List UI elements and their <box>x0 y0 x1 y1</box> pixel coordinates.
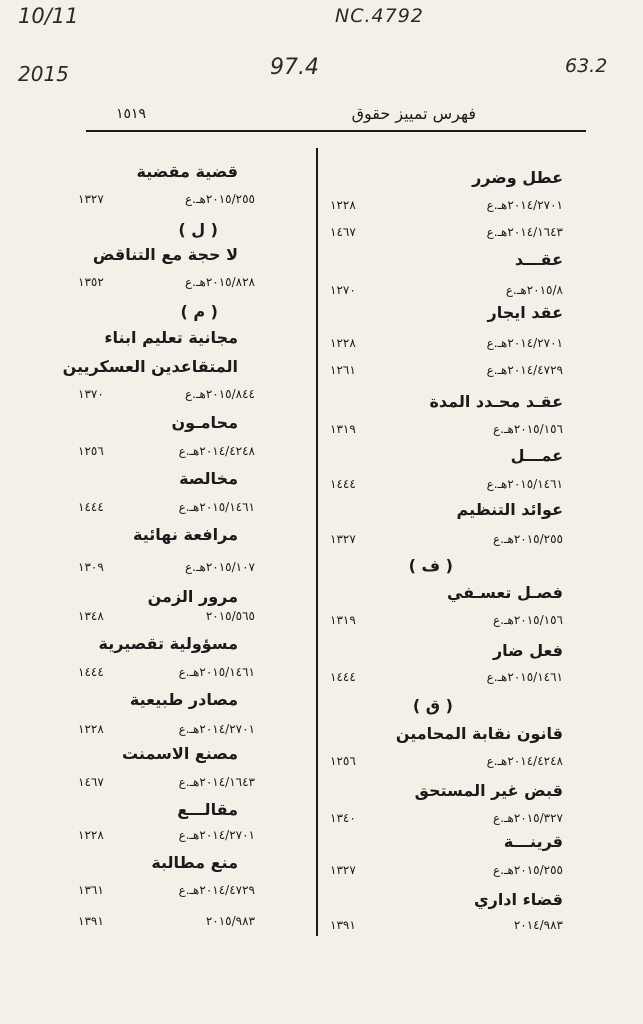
index-term: مسؤولية تقصيرية <box>98 634 238 653</box>
index-page-number: ١٣١٩ <box>330 422 356 436</box>
handwritten-note-date: 10/11 <box>18 4 79 28</box>
index-reference: ٢٠١٤/٢٧٠١هـ.ع <box>178 828 255 842</box>
index-term: مرافعة نهائية <box>133 525 238 544</box>
index-term: مقالـــع <box>177 800 238 819</box>
index-reference: ٢٠١٤/٩٨٣ <box>513 918 563 932</box>
index-page-number: ١٣٢٧ <box>78 192 104 206</box>
index-term: مصادر طبيعية <box>129 690 238 709</box>
index-term: مرور الزمن <box>147 587 238 606</box>
index-page-number: ١٣٤٠ <box>330 811 356 825</box>
index-term: لا حجة مع التناقض <box>92 245 238 264</box>
index-page-number: ١٤٤٤ <box>78 665 104 679</box>
index-reference: ٢٠١٥/٢٥٥هـ.ع <box>493 532 563 546</box>
index-page-number: ١٤٦٧ <box>78 775 104 789</box>
index-reference: ٢٠١٥/٣٢٧هـ.ع <box>493 811 563 825</box>
index-page-number: ١٣٦١ <box>78 883 104 897</box>
index-reference: ٢٠١٥/٩٨٣ <box>205 914 255 928</box>
index-page-number: ١٣٤٨ <box>78 609 104 623</box>
index-page-number: ١٢٥٦ <box>330 754 356 768</box>
index-page-number: ١٣٥٢ <box>78 275 104 289</box>
index-page-number: ١٣٠٩ <box>78 560 104 574</box>
section-letter: ( ف ) <box>408 556 453 575</box>
index-term: عمـــل <box>510 446 563 465</box>
index-reference: ٢٠١٥/٨٢٨هـ.ع <box>185 275 255 289</box>
index-page-number: ١٣٩١ <box>330 918 356 932</box>
index-page-number: ١٢٦١ <box>330 363 356 377</box>
index-term: منع مطالبة <box>151 853 238 872</box>
index-page-number: ١٢٢٨ <box>330 336 356 350</box>
index-term: عقد ايجار <box>487 303 563 322</box>
section-letter: ( م ) <box>180 302 218 321</box>
index-reference: ٢٠١٥/١٤٦١هـ.ع <box>486 670 563 684</box>
index-page-number: ١٤٤٤ <box>78 500 104 514</box>
index-term: فصـل تعسـفي <box>446 583 563 602</box>
index-reference: ٢٠١٥/١٠٧هـ.ع <box>185 560 255 574</box>
index-term: قرينـــة <box>503 832 563 851</box>
index-reference: ٢٠١٤/١٦٤٣هـ.ع <box>178 775 255 789</box>
index-page-number: ١٤٤٤ <box>330 477 356 491</box>
section-letter: ( ق ) <box>412 696 453 715</box>
index-reference: ٢٠١٥/١٥٦هـ.ع <box>493 422 563 436</box>
index-term: المتقاعدين العسكريين <box>62 357 238 376</box>
index-reference: ٢٠١٤/١٦٤٣هـ.ع <box>486 225 563 239</box>
index-page-number: ١٢٥٦ <box>78 444 104 458</box>
index-term: عوائد التنظيم <box>456 500 563 519</box>
handwritten-note-year: 2015 <box>18 62 69 86</box>
index-reference: ٢٠١٥/٢٥٥هـ.ع <box>185 192 255 206</box>
index-page-number: ١٣٢٧ <box>330 863 356 877</box>
section-letter: ( ل ) <box>178 220 218 239</box>
index-reference: ٢٠١٤/٢٧٠١هـ.ع <box>486 336 563 350</box>
index-reference: ٢٠١٤/٤٢٤٨هـ.ع <box>486 754 563 768</box>
index-term: عقـد محـدد المدة <box>429 392 563 411</box>
index-term: مجانية تعليم ابناء <box>104 328 238 347</box>
index-page-number: ١٣٧٠ <box>78 387 104 401</box>
index-page-number: ١٤٦٧ <box>330 225 356 239</box>
index-reference: ٢٠١٤/٤٧٢٩هـ.ع <box>486 363 563 377</box>
index-reference: ٢٠١٥/٨هـ.ع <box>505 283 563 297</box>
index-term: عطل وضرر <box>472 168 563 187</box>
index-term: قانون نقابة المحامين <box>395 724 563 743</box>
index-reference: ٢٠١٤/٤٢٤٨هـ.ع <box>178 444 255 458</box>
index-term: مخالصة <box>179 469 238 488</box>
handwritten-note-classification: 97.4 <box>270 55 319 80</box>
index-reference: ٢٠١٥/٨٤٤هـ.ع <box>185 387 255 401</box>
index-reference: ٢٠١٤/٤٧٢٩هـ.ع <box>178 883 255 897</box>
index-term: محامـون <box>171 413 238 432</box>
index-page-number: ١٢٢٨ <box>78 828 104 842</box>
index-reference: ٢٠١٥/٥٦٥ <box>205 609 255 623</box>
index-term: عقـــد <box>514 250 563 269</box>
index-term: قبض غير المستحق <box>414 781 563 800</box>
handwritten-note-reference: 63.2 <box>565 55 608 77</box>
index-term: قضية مقضية <box>136 162 238 181</box>
index-page-number: ١٢٢٨ <box>78 722 104 736</box>
index-reference: ٢٠١٥/١٤٦١هـ.ع <box>178 665 255 679</box>
index-page-number: ١٤٤٤ <box>330 670 356 684</box>
index-term: قضاء اداري <box>473 890 563 909</box>
index-page-number: ١٢٧٠ <box>330 283 356 297</box>
index-reference: ٢٠١٤/٢٧٠١هـ.ع <box>178 722 255 736</box>
handwritten-note-catalog: NC.4792 <box>335 5 424 27</box>
index-reference: ٢٠١٤/٢٧٠١هـ.ع <box>486 198 563 212</box>
index-term: مصنع الاسمنت <box>121 744 238 763</box>
index-reference: ٢٠١٥/١٤٦١هـ.ع <box>486 477 563 491</box>
page-title: فهرس تمييز حقوق <box>351 104 476 123</box>
index-page-number: ١٢٢٨ <box>330 198 356 212</box>
index-page-number: ١٣٢٧ <box>330 532 356 546</box>
index-term: فعل ضار <box>492 641 563 660</box>
index-reference: ٢٠١٥/١٤٦١هـ.ع <box>178 500 255 514</box>
index-reference: ٢٠١٥/١٥٦هـ.ع <box>493 613 563 627</box>
index-page-number: ١٣٩١ <box>78 914 104 928</box>
index-page-number: ١٣١٩ <box>330 613 356 627</box>
index-reference: ٢٠١٥/٢٥٥هـ.ع <box>493 863 563 877</box>
page-number: ١٥١٩ <box>116 106 147 122</box>
